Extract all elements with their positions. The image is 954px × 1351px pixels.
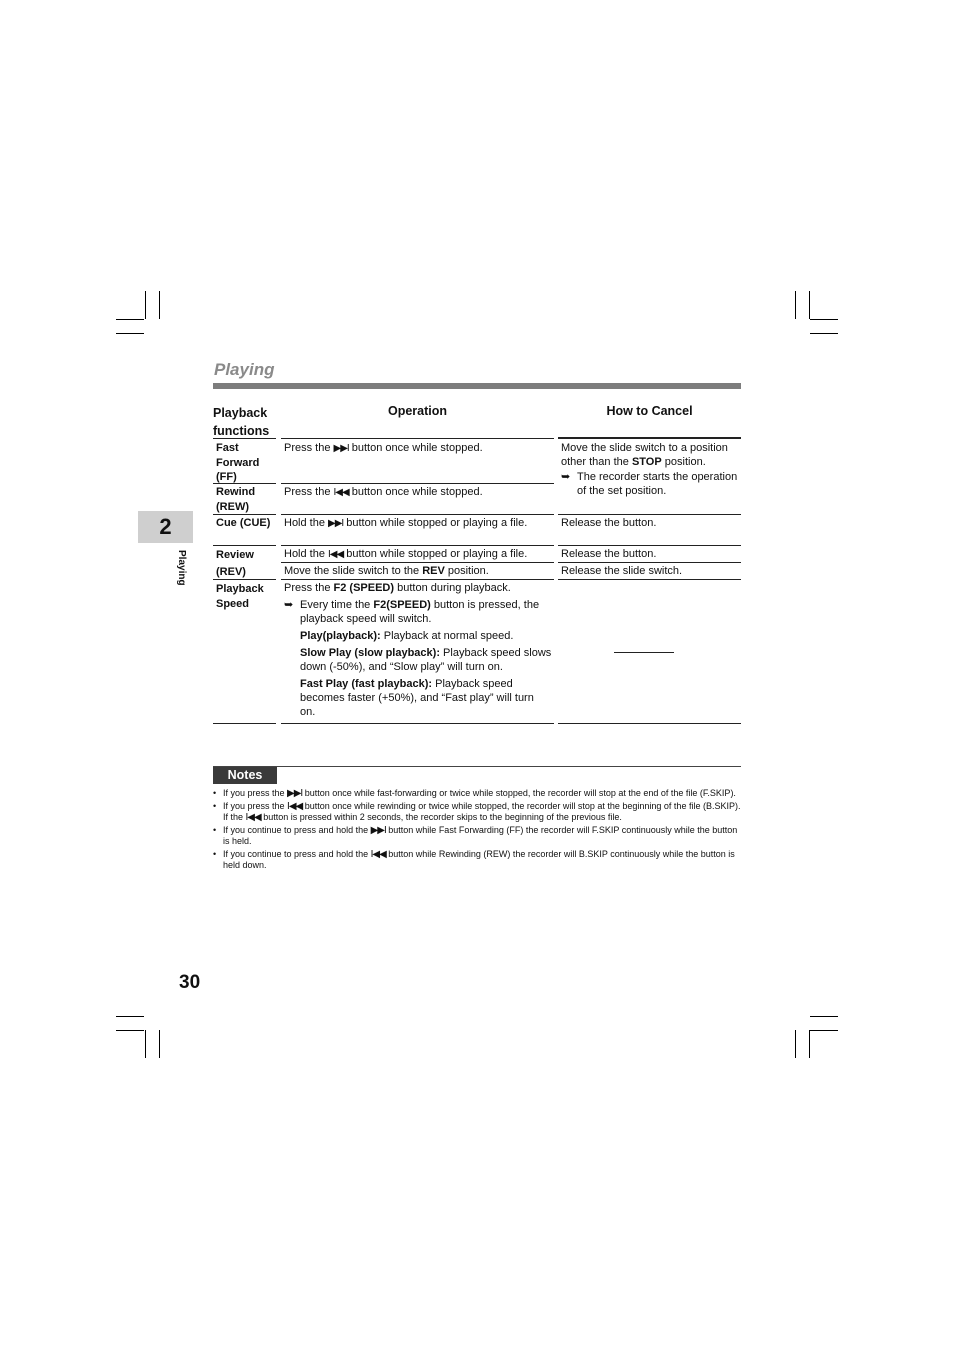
notes-heading: Notes [213,767,277,784]
note-item: • If you continue to press and hold the ▶▶I button while Fast Forwarding (FF) the recorder will F.SKIP continuously while the button is held. [213,824,738,846]
crop-mark [795,291,796,319]
rule [281,438,554,439]
crop-mark [809,291,810,319]
crop-mark [145,291,146,319]
rule [558,545,741,546]
rule [213,545,276,546]
rule [281,723,554,724]
notes-rule [213,766,741,767]
cancel-rev: Release the button. [561,548,657,560]
crop-mark [810,333,838,334]
rule [558,579,741,580]
operation-rev: Hold the I◀◀ button while stopped or playing a file. [284,548,528,560]
note-item: • If you press the ▶▶I button once while fast-forwarding or twice while stopped, the recorder will stop at the end of the file (F.SKIP). [213,788,736,799]
crop-mark [159,1030,160,1058]
title-bar [213,383,741,389]
arrow-icon: ➥ [284,599,294,611]
cancel-cue: Release the button. [561,517,657,529]
header-playback-functions: Playback functions [213,406,270,438]
operation-playback-speed: Press the F2 (SPEED) button during playback. ➥ Every time the F2(SPEED) button is pressed, the playback speed will switch. Play(playback): Playback at normal speed. Slow Play (slow playback): Playback speed slows down (-50%), and “Slow play” will turn on. Fast Play (fast playback): Playback speed becomes faster (+50%), and “Fast play” will turn on. [284,582,552,718]
crop-mark [116,319,144,320]
rule [213,723,276,724]
crop-mark [809,1030,810,1058]
operation-ff: Press the ▶▶I button once while stopped. [284,442,483,454]
operation-rew: Press the I◀◀ button once while stopped. [284,486,483,498]
section-title: Playing [214,360,275,379]
rule [281,483,554,484]
rule [281,514,554,515]
rewind-icon: I◀◀ [328,549,344,560]
cancel-ff-rew: Move the slide switch to a position other than the STOP position. ➥ The recorder starts the operation of the set position. [561,442,738,497]
function-rev: Review (REV) [216,549,254,578]
rule [281,545,554,546]
header-how-to-cancel: How to Cancel [606,404,693,418]
rule [558,562,741,563]
function-rew: Rewind (REW) [216,486,256,513]
notes-list [213,788,741,873]
crop-mark [159,291,160,319]
rule [281,579,554,580]
not-applicable-dash [614,652,674,653]
rewind-icon: I◀◀ [333,487,349,498]
rule [213,483,276,484]
rule [558,723,741,724]
fast-forward-icon: ▶▶I [328,518,344,529]
fast-forward-icon: ▶▶I [287,788,303,799]
crop-mark [795,1030,796,1058]
chapter-tab: 2 [138,511,193,543]
crop-mark [810,1030,838,1031]
rule [558,514,741,515]
rule [281,562,554,563]
rule [213,514,276,515]
chapter-side-label: Playing [176,550,187,586]
crop-mark [810,319,838,320]
fast-forward-icon: ▶▶I [333,443,349,454]
rule [213,438,276,439]
rewind-icon: I◀◀ [370,848,386,860]
note-item: • If you press the I◀◀ button once while rewinding or twice while stopped, the recorder will stop at the beginning of the file (B.SKIP). If the I◀◀ button is pressed within 2 seconds, the recorder skips to the beginning of the previous file. [213,800,741,823]
function-cue: Cue (CUE) [216,517,271,529]
crop-mark [810,1016,838,1017]
rule [213,579,276,580]
rewind-icon: I◀◀ [287,800,303,812]
page-number: 30 [179,972,201,993]
crop-mark [116,1030,144,1031]
rewind-icon: I◀◀ [245,812,261,823]
function-playback-speed: Playback Speed [216,583,264,610]
header-operation: Operation [387,404,448,418]
fast-forward-icon: ▶▶I [370,824,386,836]
crop-mark [145,1030,146,1058]
crop-mark [116,333,144,334]
rule [558,437,741,439]
operation-rev-switch: Move the slide switch to the REV position. [284,565,489,577]
note-item: • If you continue to press and hold the I◀◀ button while Rewinding (REW) the recorder will B.SKIP continuously while the button is held down. [213,848,735,870]
arrow-icon: ➥ [561,471,571,483]
crop-mark [116,1016,144,1017]
cancel-rev-switch: Release the slide switch. [561,565,683,577]
operation-cue: Hold the ▶▶I button while stopped or playing a file. [284,517,528,529]
function-ff: Fast Forward (FF) [216,442,260,483]
